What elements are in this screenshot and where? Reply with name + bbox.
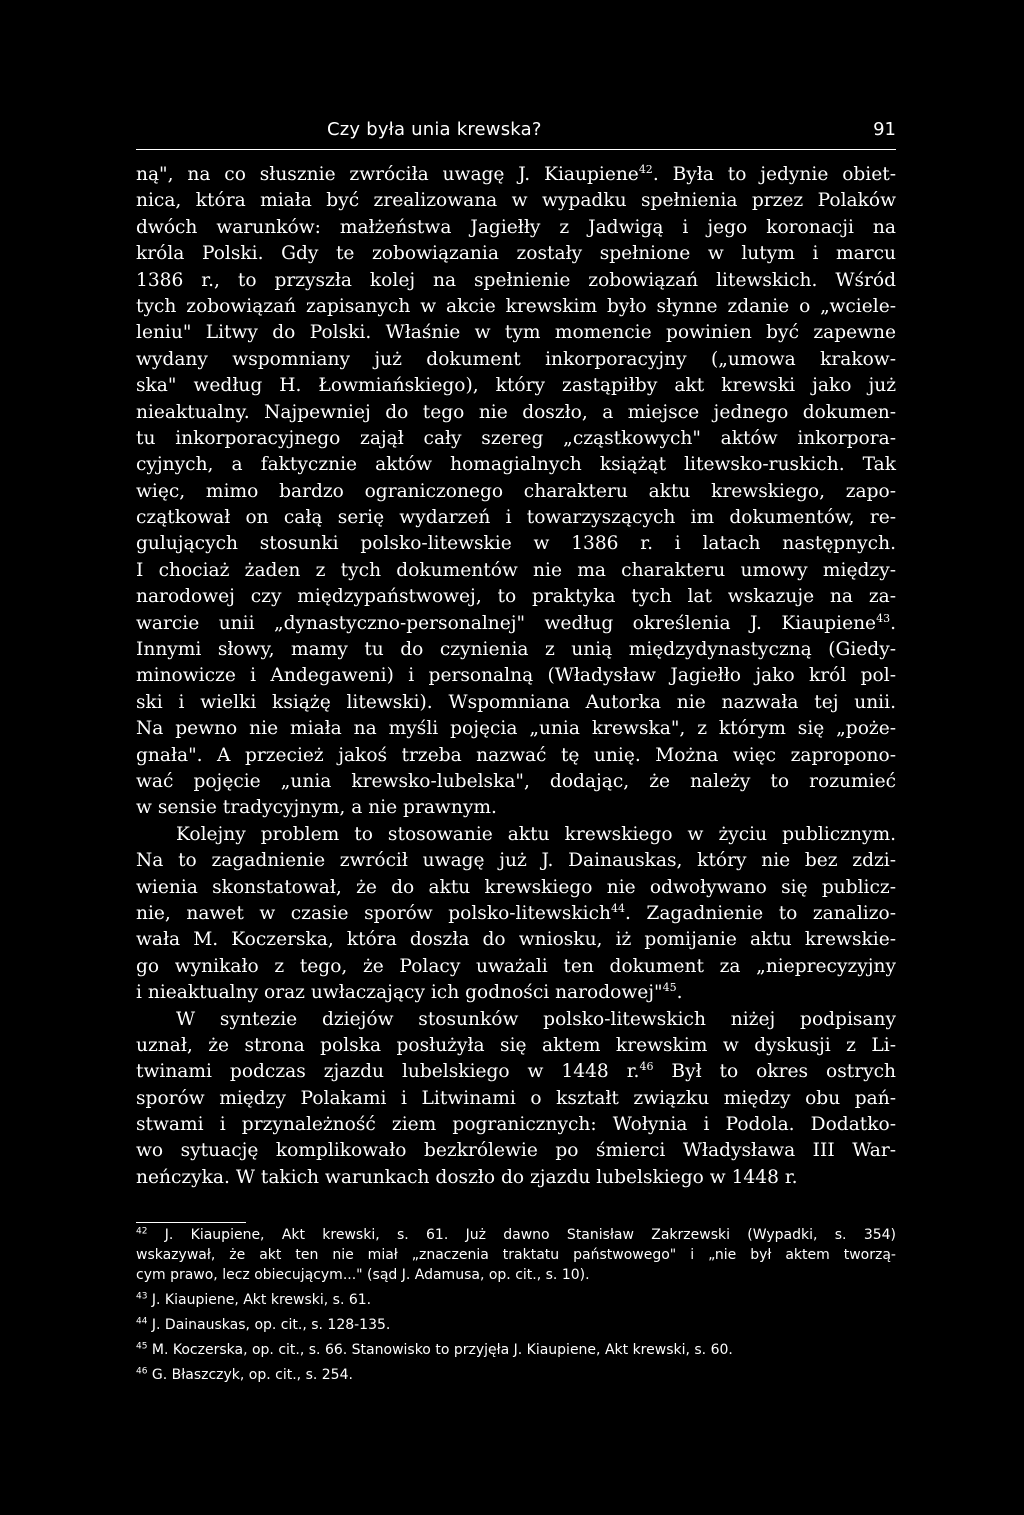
line-text: 1386 r., to przyszła kolej na spełnienie zobowiązań litewskich. Wśród <box>136 269 896 291</box>
footnote-ref[interactable]: 42 <box>638 162 653 176</box>
text-line <box>136 215 896 241</box>
line-text: ski i wielki książę litewski). Wspomniana Autorka nie nazwała tej unii. <box>136 691 896 713</box>
text-line <box>136 1112 896 1138</box>
text-line <box>136 875 896 901</box>
line-text-rest: . Zagadnienie to zanalizo- <box>625 902 896 924</box>
footnote-42 <box>136 1225 896 1285</box>
text-line <box>136 320 896 346</box>
text-line <box>136 901 896 927</box>
footnote-line <box>136 1365 896 1385</box>
line-text: twinami podczas zjazdu lubelskiego w 1448 r. <box>136 1061 640 1083</box>
footnote-line <box>136 1265 896 1285</box>
footnote-line <box>136 1290 896 1310</box>
text-line <box>136 1033 896 1059</box>
footnote-ref[interactable]: 45 <box>662 980 677 994</box>
text-line <box>136 980 896 1006</box>
text-line <box>136 1007 896 1033</box>
footnote-line <box>136 1225 896 1245</box>
line-text: w sensie tradycyjnym, a nie prawnym. <box>136 797 497 819</box>
line-text: Kolejny problem to stosowanie aktu krewskiego w życiu publicznym. <box>176 823 896 845</box>
running-header <box>136 113 896 147</box>
line-text: Na to zagadnienie zwrócił uwagę już J. Dainauskas, który nie bez zdzi- <box>136 850 896 872</box>
text-line <box>136 241 896 267</box>
line-text: gnała". A przecież jakoś trzeba nazwać tę unię. Można więc zapropono- <box>136 744 896 766</box>
header-rule <box>136 149 896 150</box>
line-text: wać pojęcie „unia krewsko-lubelska", dodając, że należy to rozumieć <box>136 770 896 792</box>
footnote-46 <box>136 1365 896 1385</box>
text-line <box>136 611 896 637</box>
line-text: gulujących stosunki polsko-litewskie w 1386 r. i latach następnych. <box>136 533 896 555</box>
text-line <box>136 584 896 610</box>
text-line <box>136 558 896 584</box>
line-text: dwóch warunków: małżeństwa Jagiełły z Jadwigą i jego koronacji na <box>136 216 896 238</box>
text-line <box>136 1138 896 1164</box>
line-text: tu inkorporacyjnego zajął cały szereg „cząstkowych" aktów inkorpora- <box>136 427 896 449</box>
line-text: króla Polski. Gdy te zobowiązania zostały spełnione w lutym i marcu <box>136 243 896 265</box>
footnote-line <box>136 1315 896 1335</box>
line-text: Na pewno nie miała na myśli pojęcia „unia krewska", z którym się „poże- <box>136 718 896 740</box>
text-line <box>136 400 896 426</box>
text-line <box>136 162 896 188</box>
line-text: czątkował on całą serię wydarzeń i towarzyszących im dokumentów, re- <box>136 507 896 529</box>
line-text: i nieaktualny oraz uwłaczający ich godności narodowej" <box>136 982 663 1004</box>
page-number: 91 <box>873 119 896 140</box>
line-text: narodowej czy międzypaństwowej, to praktyka tych lat wskazuje na za- <box>136 586 896 608</box>
footnote-number: 46 <box>136 1366 148 1377</box>
footnote-number: 44 <box>136 1316 148 1327</box>
line-text: nie, nawet w czasie sporów polsko-litewskich <box>136 902 611 924</box>
footnote-45 <box>136 1340 896 1360</box>
footnote-text: J. Kiaupiene, Akt krewski, s. 61. Już dawno Stanisław Zakrzewski (Wypadki, s. 354) <box>164 1227 896 1243</box>
line-text: wydany wspomniany już dokument inkorporacyjny („umowa krakow- <box>136 348 896 370</box>
text-line <box>136 716 896 742</box>
line-text: cyjnych, a faktycznie aktów homagialnych książąt litewsko-ruskich. Tak <box>136 454 896 476</box>
line-text: minowicze i Andegaweni) i personalną (Władysław Jagiełło jako król pol- <box>136 665 896 687</box>
line-text: go wynikało z tego, że Polacy uważali ten dokument za „nieprecyzyjny <box>136 955 896 977</box>
line-text: wienia skonstatował, że do aktu krewskiego nie odwoływano się publicz- <box>136 876 896 898</box>
line-text: tych zobowiązań zapisanych w akcie krewskim było słynne zdanie o „wciele- <box>136 295 896 317</box>
text-line <box>136 452 896 478</box>
line-text: sporów między Polakami i Litwinami o kształt związku między obu pań- <box>136 1087 896 1109</box>
text-line <box>136 1165 896 1191</box>
footnote-text: wskazywał, że akt ten nie miał „znaczenia traktatu państwowego" i „nie był aktem tworzą- <box>136 1247 896 1263</box>
footnote-text: G. Błaszczyk, op. cit., s. 254. <box>151 1367 353 1383</box>
line-text: I chociaż żaden z tych dokumentów nie ma charakteru umowy między- <box>136 559 896 581</box>
text-line <box>136 690 896 716</box>
text-line <box>136 822 896 848</box>
text-line <box>136 505 896 531</box>
footnote-text: J. Kiaupiene, Akt krewski, s. 61. <box>151 1292 372 1308</box>
running-title: Czy była unia krewska? <box>327 119 542 140</box>
line-text: W syntezie dziejów stosunków polsko-litewskich niżej podpisany <box>176 1008 896 1030</box>
line-text-rest: . <box>890 612 896 634</box>
footnote-rule <box>136 1222 246 1223</box>
text-line <box>136 663 896 689</box>
line-text: wała M. Koczerska, która doszła do wniosku, iż pomijanie aktu krewskie- <box>136 929 896 951</box>
text-line <box>136 531 896 557</box>
footnote-gap <box>136 1385 896 1390</box>
line-text: nieaktualny. Najpewniej do tego nie doszło, a miejsce jednego dokumen- <box>136 401 896 423</box>
text-line <box>136 954 896 980</box>
line-text: Innymi słowy, mamy tu do czynienia z unią międzydynastyczną (Giedy- <box>136 639 896 661</box>
footnote-number: 45 <box>136 1341 148 1352</box>
line-text: ska" według H. Łowmiańskiego), który zastąpiłby akt krewski jako już <box>136 375 896 397</box>
line-text: stwami i przynależność ziem pogranicznych: Wołynia i Podola. Dodatko- <box>136 1114 896 1136</box>
text-line <box>136 1086 896 1112</box>
line-text-rest: . <box>676 982 683 1004</box>
line-text-rest: . Była to jedynie obiet- <box>652 164 897 185</box>
line-text: leniu" Litwy do Polski. Właśnie w tym momencie powinien być zapewne <box>136 322 896 344</box>
line-text: ną", na co słusznie zwróciła uwagę J. Kiaupiene <box>136 164 639 185</box>
footnote-number: 43 <box>136 1291 148 1302</box>
line-text: uznał, że strona polska posłużyła się aktem krewskim w dyskusji z Li- <box>136 1034 896 1056</box>
line-text: warcie unii „dynastyczno-personalnej" według określenia J. Kiaupiene <box>136 612 877 634</box>
text-line <box>136 188 896 214</box>
footnote-text: M. Koczerska, op. cit., s. 66. Stanowisko to przyjęła J. Kiaupiene, Akt krewski, s. 60. <box>151 1342 733 1358</box>
text-line <box>136 479 896 505</box>
footnote-44 <box>136 1315 896 1335</box>
footnote-text: J. Dainauskas, op. cit., s. 128-135. <box>151 1317 391 1333</box>
text-line <box>136 373 896 399</box>
text-line <box>136 268 896 294</box>
footnote-ref[interactable]: 43 <box>876 611 891 625</box>
footnote-43 <box>136 1290 896 1310</box>
text-line <box>136 795 896 821</box>
text-line <box>136 927 896 953</box>
footnote-number: 42 <box>136 1226 148 1237</box>
text-line <box>136 347 896 373</box>
body-text <box>136 162 896 1191</box>
footnotes <box>136 1225 896 1390</box>
text-line <box>136 637 896 663</box>
line-text: neńczyka. W takich warunkach doszło do zjazdu lubelskiego w 1448 r. <box>136 1166 798 1188</box>
line-text-rest: Był to okres ostrych <box>653 1061 896 1083</box>
text-line <box>136 426 896 452</box>
text-line <box>136 743 896 769</box>
footnote-line <box>136 1340 896 1360</box>
footnote-ref[interactable]: 46 <box>639 1060 654 1074</box>
line-text: więc, mimo bardzo ograniczonego charakteru aktu krewskiego, zapo- <box>136 480 896 502</box>
text-line <box>136 294 896 320</box>
text-line <box>136 769 896 795</box>
footnote-ref[interactable]: 44 <box>611 901 625 915</box>
line-text: wo sytuację komplikowało bezkrólewie po śmierci Władysława III War- <box>136 1140 896 1162</box>
footnote-text: cym prawo, lecz obiecującym..." (sąd J. Adamusa, op. cit., s. 10). <box>136 1267 590 1283</box>
text-line <box>136 848 896 874</box>
footnote-line <box>136 1245 896 1265</box>
line-text: nica, która miała być zrealizowana w wypadku spełnienia przez Polaków <box>136 190 896 212</box>
text-line <box>136 1059 896 1085</box>
